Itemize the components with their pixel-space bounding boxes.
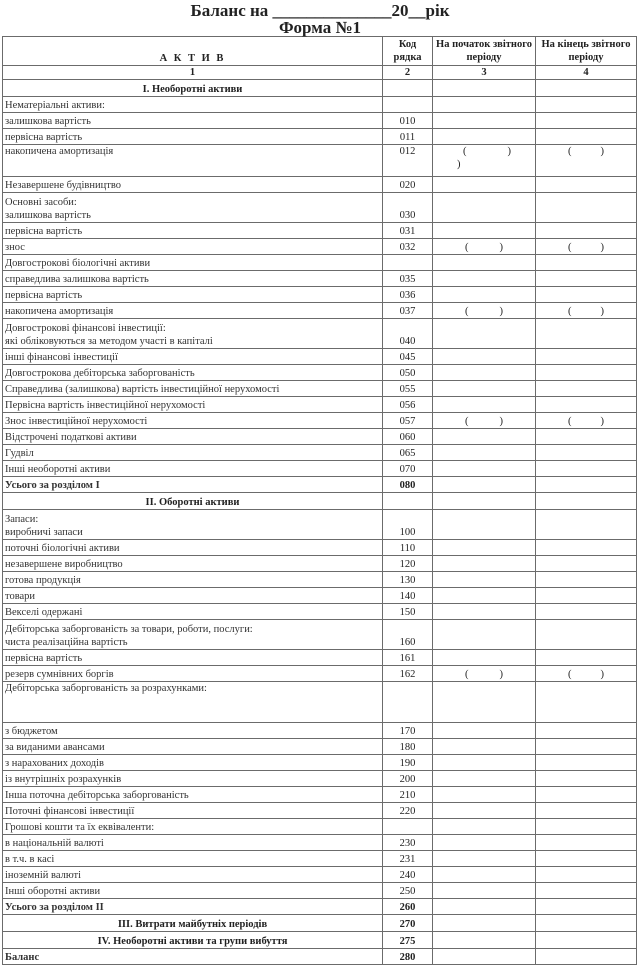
start-value-cell[interactable]	[433, 113, 536, 129]
end-value-cell[interactable]	[536, 604, 637, 620]
end-value-cell[interactable]	[536, 381, 637, 397]
end-value-cell[interactable]	[536, 223, 637, 239]
table-row	[3, 97, 637, 113]
end-value-cell[interactable]	[536, 365, 637, 381]
paren-open: (	[568, 242, 572, 253]
balance-table	[2, 36, 637, 965]
table-row	[3, 461, 637, 477]
start-value-cell[interactable]	[433, 193, 536, 223]
row-code: 010	[383, 113, 433, 129]
row-label: іноземній валюті	[3, 867, 383, 883]
table-row	[3, 287, 637, 303]
paren-open: (	[465, 669, 469, 680]
row-code: 037	[383, 303, 433, 319]
start-value-cell[interactable]	[433, 429, 536, 445]
row-label: первісна вартість	[3, 223, 383, 239]
row-label: за виданими авансами	[3, 739, 383, 755]
end-value-cell[interactable]	[536, 572, 637, 588]
row-code: 280	[383, 949, 433, 965]
end-value-cell[interactable]	[536, 349, 637, 365]
start-value-cell[interactable]	[433, 803, 536, 819]
row-label: Справедлива (залишкова) вартість інвестиційної нерухомості	[3, 381, 383, 397]
row-label: Знос інвестиційної нерухомості	[3, 413, 383, 429]
end-value-cell[interactable]	[536, 771, 637, 787]
end-value-cell[interactable]	[536, 429, 637, 445]
row-label-text: залишкова вартість	[5, 210, 91, 221]
row-code: 060	[383, 429, 433, 445]
table-row	[3, 755, 637, 771]
table-row	[3, 588, 637, 604]
col-num-1: 1	[3, 66, 383, 80]
table-row	[3, 883, 637, 899]
row-code: 012	[383, 145, 433, 177]
table-row	[3, 365, 637, 381]
start-value-cell[interactable]	[433, 319, 536, 349]
table-row	[3, 803, 637, 819]
table-row	[3, 650, 637, 666]
form-subtitle: Форма №1	[278, 18, 362, 37]
paren-open: (	[465, 242, 469, 253]
row-code: 031	[383, 223, 433, 239]
row-label: Гудвіл	[3, 445, 383, 461]
end-value-cell[interactable]	[536, 682, 637, 723]
row-label-text: чиста реалізаційна вартість	[5, 637, 128, 648]
start-value-cell[interactable]	[433, 899, 536, 915]
table-row	[3, 771, 637, 787]
end-value-cell[interactable]	[536, 461, 637, 477]
start-value-cell[interactable]	[433, 303, 536, 319]
row-code: 100	[383, 510, 433, 540]
row-label: резерв сумнівних боргів	[3, 666, 383, 682]
table-row	[3, 271, 637, 287]
paren-close: )	[600, 306, 604, 317]
start-value-cell[interactable]	[433, 682, 536, 723]
table-row	[3, 556, 637, 572]
end-value-cell[interactable]	[536, 867, 637, 883]
end-value-cell[interactable]	[536, 650, 637, 666]
end-value-cell[interactable]	[536, 915, 637, 932]
row-code: 030	[383, 193, 433, 223]
row-code	[383, 682, 433, 723]
row-label: Усього за розділом І	[3, 477, 383, 493]
start-value-cell[interactable]	[433, 477, 536, 493]
paren-open: (	[465, 306, 469, 317]
end-value-cell[interactable]	[536, 620, 637, 650]
row-code: 250	[383, 883, 433, 899]
table-row	[3, 666, 637, 682]
end-value-cell[interactable]	[536, 835, 637, 851]
row-label	[3, 193, 383, 223]
table-row	[3, 477, 637, 493]
row-code	[383, 255, 433, 271]
row-code: 070	[383, 461, 433, 477]
table-row	[3, 572, 637, 588]
row-label: Довгострокова дебіторська заборгованість	[3, 365, 383, 381]
end-value-cell[interactable]	[536, 666, 637, 682]
row-code: 170	[383, 723, 433, 739]
row-code: 032	[383, 239, 433, 255]
row-code: 020	[383, 177, 433, 193]
start-value-cell[interactable]	[433, 255, 536, 271]
section-row	[3, 932, 637, 949]
row-label: незавершене виробництво	[3, 556, 383, 572]
row-label: Баланс	[3, 949, 383, 965]
row-code: 161	[383, 650, 433, 666]
table-row	[3, 723, 637, 739]
end-value-cell[interactable]	[536, 303, 637, 319]
table-row	[3, 239, 637, 255]
paren-close: )	[600, 669, 604, 680]
end-value-cell[interactable]	[536, 255, 637, 271]
table-row	[3, 303, 637, 319]
paren-close: )	[600, 242, 604, 253]
start-value-cell[interactable]	[433, 819, 536, 835]
row-label: накопичена амортизація	[3, 145, 383, 177]
start-value-cell[interactable]	[433, 239, 536, 255]
section-row	[3, 80, 637, 97]
end-value-cell[interactable]	[536, 588, 637, 604]
end-value-cell[interactable]	[536, 129, 637, 145]
row-code: 035	[383, 271, 433, 287]
table-row	[3, 540, 637, 556]
start-value-cell[interactable]	[433, 129, 536, 145]
row-code: 120	[383, 556, 433, 572]
paren-close: )	[600, 416, 604, 427]
paren-close: )	[499, 416, 503, 427]
row-code: 230	[383, 835, 433, 851]
section-title: ІV. Необоротні активи та групи вибуття	[3, 932, 383, 949]
paren-open: (	[568, 416, 572, 427]
row-group-label: Запаси:	[5, 514, 39, 525]
row-code: 231	[383, 851, 433, 867]
end-value-cell[interactable]	[536, 787, 637, 803]
table-row	[3, 682, 637, 723]
table-row	[3, 397, 637, 413]
start-value-cell[interactable]	[433, 588, 536, 604]
start-value-cell[interactable]	[433, 540, 536, 556]
row-group-label: Довгострокові фінансові інвестиції:	[5, 323, 166, 334]
start-value-cell[interactable]	[433, 666, 536, 682]
table-row	[3, 819, 637, 835]
row-label: Поточні фінансові інвестиції	[3, 803, 383, 819]
row-label: первісна вартість	[3, 287, 383, 303]
start-value-cell[interactable]	[433, 381, 536, 397]
row-label: Первісна вартість інвестиційної нерухомості	[3, 397, 383, 413]
row-label: інші фінансові інвестиції	[3, 349, 383, 365]
start-value-cell[interactable]	[433, 287, 536, 303]
row-code: 180	[383, 739, 433, 755]
end-value-cell[interactable]	[536, 177, 637, 193]
start-value-cell[interactable]	[433, 867, 536, 883]
row-code: 040	[383, 319, 433, 349]
table-row	[3, 381, 637, 397]
col-num-4: 4	[536, 66, 637, 80]
row-code: 080	[383, 477, 433, 493]
header-asset: А К Т И В	[3, 37, 383, 66]
row-label: Дебіторська заборгованість за розрахунками:	[3, 682, 383, 723]
row-code: 056	[383, 397, 433, 413]
paren-close: )	[457, 159, 461, 170]
row-label: залишкова вартість	[3, 113, 383, 129]
row-label	[3, 620, 383, 650]
row-group-label: Дебіторська заборгованість за товари, роботи, послуги:	[5, 624, 253, 635]
row-label: Грошові кошти та їх еквіваленти:	[3, 819, 383, 835]
table-row	[3, 177, 637, 193]
table-row	[3, 319, 637, 349]
row-code: 260	[383, 899, 433, 915]
paren-close: )	[507, 146, 511, 157]
start-value-cell[interactable]	[433, 650, 536, 666]
row-label: Незавершене будівництво	[3, 177, 383, 193]
start-value-cell[interactable]	[433, 723, 536, 739]
start-value-cell[interactable]	[433, 177, 536, 193]
row-label: з нарахованих доходів	[3, 755, 383, 771]
end-value-cell[interactable]	[536, 932, 637, 949]
row-code: 130	[383, 572, 433, 588]
start-value-cell[interactable]	[433, 572, 536, 588]
start-value-cell[interactable]	[433, 145, 536, 177]
paren-open: (	[465, 416, 469, 427]
end-value-cell[interactable]	[536, 145, 637, 177]
end-value-cell[interactable]	[536, 271, 637, 287]
col-num-3: 3	[433, 66, 536, 80]
section-title: ІІ. Оборотні активи	[3, 493, 383, 510]
row-label: справедлива залишкова вартість	[3, 271, 383, 287]
row-code	[383, 819, 433, 835]
start-value-cell[interactable]	[433, 271, 536, 287]
paren-close: )	[499, 242, 503, 253]
end-value-cell[interactable]	[536, 819, 637, 835]
row-code: 057	[383, 413, 433, 429]
row-code: 275	[383, 932, 433, 949]
start-value-cell[interactable]	[433, 604, 536, 620]
table-row	[3, 429, 637, 445]
table-row	[3, 787, 637, 803]
start-value-cell[interactable]	[433, 932, 536, 949]
end-value-cell[interactable]	[536, 193, 637, 223]
row-label: первісна вартість	[3, 650, 383, 666]
row-code: 065	[383, 445, 433, 461]
start-value-cell[interactable]	[433, 461, 536, 477]
end-value-cell[interactable]	[536, 477, 637, 493]
section-title: ІІІ. Витрати майбутніх періодів	[3, 915, 383, 932]
section-row	[3, 915, 637, 932]
end-value-cell[interactable]	[536, 97, 637, 113]
paren-open: (	[463, 146, 467, 157]
start-value-cell[interactable]	[433, 835, 536, 851]
table-row	[3, 445, 637, 461]
row-label: в національній валюті	[3, 835, 383, 851]
paren-open: (	[568, 306, 572, 317]
row-code: 240	[383, 867, 433, 883]
table-row	[3, 620, 637, 650]
row-code: 045	[383, 349, 433, 365]
end-value-cell[interactable]	[536, 723, 637, 739]
table-row	[3, 129, 637, 145]
start-value-cell[interactable]	[433, 510, 536, 540]
end-value-cell[interactable]	[536, 755, 637, 771]
end-value-cell[interactable]	[536, 803, 637, 819]
end-value-cell[interactable]	[536, 851, 637, 867]
end-value-cell[interactable]	[536, 287, 637, 303]
end-value-cell[interactable]	[536, 510, 637, 540]
row-label: в т.ч. в касі	[3, 851, 383, 867]
row-label: товари	[3, 588, 383, 604]
row-label-text: які обліковуються за методом участі в капіталі	[5, 336, 213, 347]
table-row	[3, 193, 637, 223]
table-row	[3, 835, 637, 851]
start-value-cell[interactable]	[433, 349, 536, 365]
start-value-cell[interactable]	[433, 556, 536, 572]
row-label: Усього за розділом ІІ	[3, 899, 383, 915]
row-label: Відстрочені податкові активи	[3, 429, 383, 445]
end-value-cell[interactable]	[536, 540, 637, 556]
row-label: поточні біологічні активи	[3, 540, 383, 556]
start-value-cell[interactable]	[433, 755, 536, 771]
table-row	[3, 851, 637, 867]
row-code: 011	[383, 129, 433, 145]
end-value-cell[interactable]	[536, 319, 637, 349]
row-group-label: Основні засоби:	[5, 197, 77, 208]
row-code: 210	[383, 787, 433, 803]
column-numbers-row	[3, 66, 637, 80]
end-value-cell[interactable]	[536, 413, 637, 429]
start-value-cell[interactable]	[433, 620, 536, 650]
row-label: Інші оборотні активи	[3, 883, 383, 899]
row-label: з бюджетом	[3, 723, 383, 739]
row-code: 162	[383, 666, 433, 682]
section-row	[3, 493, 637, 510]
row-label: готова продукція	[3, 572, 383, 588]
start-value-cell[interactable]	[433, 787, 536, 803]
table-row	[3, 145, 637, 177]
row-label: із внутрішніх розрахунків	[3, 771, 383, 787]
row-label	[3, 510, 383, 540]
table-row	[3, 510, 637, 540]
table-row	[3, 413, 637, 429]
table-row	[3, 899, 637, 915]
section-title: І. Необоротні активи	[3, 80, 383, 97]
table-row	[3, 113, 637, 129]
start-value-cell[interactable]	[433, 915, 536, 932]
row-code: 160	[383, 620, 433, 650]
row-code: 140	[383, 588, 433, 604]
table-row	[3, 349, 637, 365]
paren-open: (	[568, 146, 572, 157]
row-label: знос	[3, 239, 383, 255]
paren-close: )	[499, 669, 503, 680]
row-label: Нематеріальні активи:	[3, 97, 383, 113]
start-value-cell[interactable]	[433, 445, 536, 461]
end-value-cell[interactable]	[536, 883, 637, 899]
table-row	[3, 867, 637, 883]
table-row	[3, 223, 637, 239]
row-label	[3, 319, 383, 349]
end-value-cell[interactable]	[536, 113, 637, 129]
start-value-cell[interactable]	[433, 413, 536, 429]
table-row	[3, 255, 637, 271]
end-value-cell[interactable]	[536, 239, 637, 255]
row-code: 110	[383, 540, 433, 556]
row-code: 150	[383, 604, 433, 620]
end-value-cell[interactable]	[536, 899, 637, 915]
row-label: накопичена амортизація	[3, 303, 383, 319]
start-value-cell[interactable]	[433, 223, 536, 239]
header-code: Код рядка	[383, 37, 433, 66]
row-code	[383, 97, 433, 113]
row-code: 220	[383, 803, 433, 819]
header-start: На початок звітного періоду	[433, 37, 536, 66]
paren-close: )	[499, 306, 503, 317]
start-value-cell[interactable]	[433, 397, 536, 413]
row-code: 055	[383, 381, 433, 397]
end-value-cell[interactable]	[536, 556, 637, 572]
start-value-cell[interactable]	[433, 851, 536, 867]
header-row	[3, 37, 637, 66]
start-value-cell[interactable]	[433, 739, 536, 755]
col-num-2: 2	[383, 66, 433, 80]
row-code: 200	[383, 771, 433, 787]
row-label: Інша поточна дебіторська заборгованість	[3, 787, 383, 803]
start-value-cell[interactable]	[433, 97, 536, 113]
row-code: 050	[383, 365, 433, 381]
row-code: 036	[383, 287, 433, 303]
start-value-cell[interactable]	[433, 365, 536, 381]
table-row	[3, 604, 637, 620]
row-label: Інші необоротні активи	[3, 461, 383, 477]
row-label: первісна вартість	[3, 129, 383, 145]
header-end: На кінець звітного періоду	[536, 37, 637, 66]
paren-open: (	[568, 669, 572, 680]
table-row	[3, 739, 637, 755]
end-value-cell[interactable]	[536, 445, 637, 461]
paren-close: )	[600, 146, 604, 157]
row-code: 190	[383, 755, 433, 771]
start-value-cell[interactable]	[433, 883, 536, 899]
row-label: Довгострокові біологічні активи	[3, 255, 383, 271]
end-value-cell[interactable]	[536, 397, 637, 413]
row-label-text: виробничі запаси	[5, 527, 83, 538]
row-label: Векселі одержані	[3, 604, 383, 620]
form-title: Баланс на ______________20__рік	[190, 1, 450, 20]
end-value-cell[interactable]	[536, 739, 637, 755]
row-code: 270	[383, 915, 433, 932]
start-value-cell[interactable]	[433, 771, 536, 787]
